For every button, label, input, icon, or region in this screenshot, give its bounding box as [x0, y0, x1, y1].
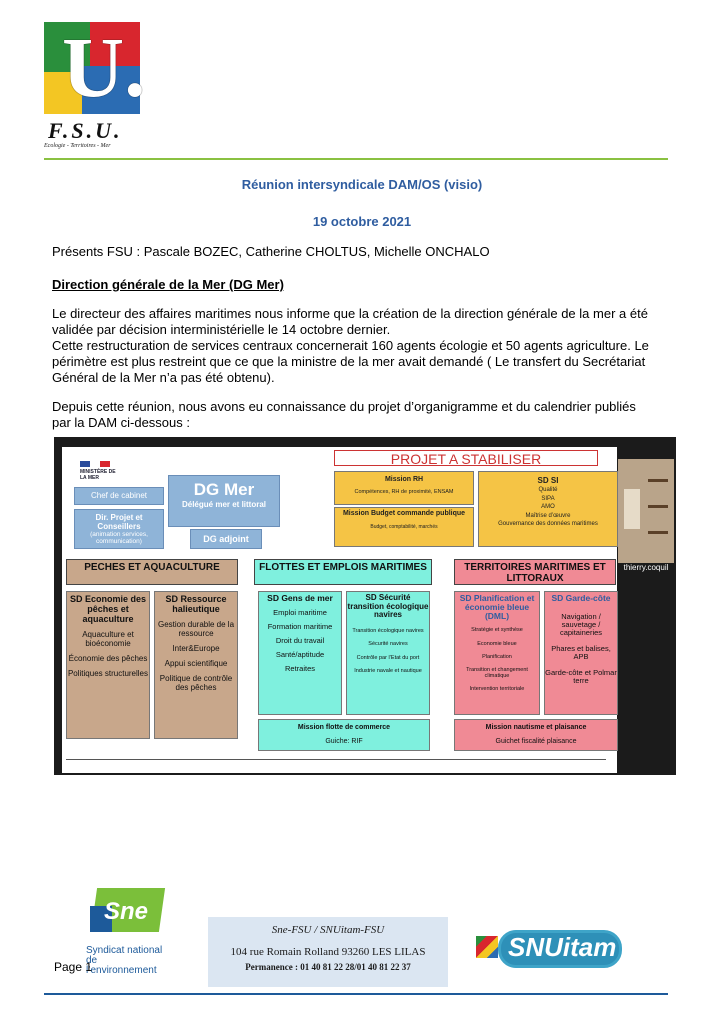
mission-nautisme-sub: Guichet fiscalité plaisance	[495, 738, 577, 745]
mission-budget-box	[334, 507, 474, 547]
sd-garde-cote-label: SD Garde-côte	[551, 593, 611, 603]
paragraph-line: Le directeur des affaires maritimes nous informe que la création de la direction générale de la mer a été	[52, 306, 648, 321]
pole-territoires-label: TERRITOIRES MARITIMES ET LITTORAUX	[464, 562, 606, 584]
mission-nautisme-label: Mission nautisme et plaisance	[485, 724, 587, 731]
dg-mer-box	[168, 475, 280, 527]
sd-economie-label: SD Economie des pêches et aquaculture	[69, 594, 147, 624]
snuitam-logo	[476, 918, 666, 970]
sd-gens-mer-label: SD Gens de mer	[267, 593, 333, 603]
pole-flottes-title	[254, 559, 432, 585]
sd-planification-label: SD Planification et économie bleue (DML)	[459, 593, 535, 621]
paragraph-2	[52, 399, 682, 431]
sd-ressource-item: Gestion durable de la ressource	[157, 620, 235, 638]
sd-ressource-box	[154, 591, 238, 739]
sd-securite-item: Industrie navale et nautique	[354, 668, 422, 674]
pole-flottes-label: FLOTTES ET EMPLOIS MARITIMES	[259, 562, 427, 573]
mission-rh-box	[334, 471, 474, 505]
sd-ressource-item: Appui scientifique	[164, 659, 228, 668]
sd-gens-mer-item: Retraites	[284, 664, 315, 673]
sd-ressource-label: SD Ressource halieutique	[165, 594, 227, 614]
sd-gens-mer-item: Formation maritime	[267, 622, 333, 631]
sd-ressource-item: Politique de contrôle des pêches	[159, 674, 233, 692]
address-box	[208, 917, 448, 987]
org-name: Sne-FSU / SNUitam-FSU	[271, 924, 385, 936]
permanence: Permanence : 01 40 81 22 28/01 40 81 22 37	[245, 962, 411, 972]
ministere-label: MINISTÈRE DE LA MER	[80, 469, 116, 481]
sne-caption: Syndicat national de l’environnement	[86, 945, 163, 976]
sd-economie-item: Économie des pêches	[68, 654, 148, 663]
paragraph-line: Depuis cette réunion, nous avons eu connaissance du projet d’organigramme et du calendrier publiés	[52, 399, 636, 414]
sd-si-label: SD SI	[537, 476, 559, 485]
sd-securite-item: Sécurité navires	[368, 641, 408, 647]
paragraph-1	[52, 306, 682, 386]
pole-territoires-title	[454, 559, 616, 585]
organigram-slide	[62, 447, 617, 773]
sd-planification-item: Transition et changement climatique	[466, 666, 528, 679]
slide-divider	[66, 759, 606, 760]
attendees: Présents FSU : Pascale BOZEC, Catherine CHOLTUS, Michelle ONCHALO	[52, 244, 490, 259]
mission-budget-label: Mission Budget commande publique	[342, 510, 466, 517]
sd-garde-cote-item: Phares et balises, APB	[551, 644, 611, 661]
fsu-logo-u: U.	[62, 19, 146, 115]
sne-logo-text: Sne	[104, 898, 149, 925]
video-participant-name: thierry.coquil	[623, 563, 669, 572]
dg-adjoint-box	[190, 529, 262, 549]
document-title: Réunion intersyndicale DAM/OS (visio)	[241, 177, 483, 192]
chef-cabinet-box	[74, 487, 164, 505]
sd-si-box	[478, 471, 618, 547]
chef-cabinet-label: Chef de cabinet	[90, 491, 148, 500]
dg-mer-label: DG Mer	[193, 480, 255, 499]
sd-garde-cote-item: Garde-côte et Polmar terre	[545, 668, 617, 685]
sd-gens-mer-item: Emploi maritime	[273, 608, 327, 617]
sd-securite-box	[346, 591, 430, 715]
pole-peches-title	[66, 559, 238, 585]
pole-peches-label: PECHES ET AQUACULTURE	[84, 562, 220, 573]
sne-logo	[90, 888, 166, 944]
sd-si-item: AMO	[541, 504, 555, 510]
mission-flotte-label: Mission flotte de commerce	[297, 724, 391, 731]
sd-garde-cote-box	[544, 591, 618, 715]
paragraph-line: Général de la Mer n’a pas été obtenu).	[52, 370, 275, 385]
mission-flotte-box	[258, 719, 430, 751]
mission-rh-sub: Compétences, RH de proximité, ENSAM	[354, 489, 454, 495]
sd-si-item: SIPA	[541, 495, 555, 502]
dir-projet-box	[74, 509, 164, 549]
section-heading: Direction générale de la Mer (DG Mer)	[52, 277, 284, 292]
address: 104 rue Romain Rolland 93260 LES LILAS	[230, 946, 426, 958]
fsu-logo-name: F.S.U.	[48, 118, 123, 143]
fsu-logo-tagline: Ecologie - Territoires - Mer	[44, 143, 111, 149]
sd-securite-label: SD Sécurité transition écologique navires	[347, 593, 429, 619]
sd-planification-item: Economie bleue	[477, 640, 517, 647]
fsu-logo	[44, 19, 146, 152]
page-number: Page 1	[54, 960, 93, 974]
video-thumbnail	[618, 459, 674, 563]
dg-mer-sub: Délégué mer et littoral	[181, 500, 267, 509]
paragraph-line: périmètre est plus restreint que ce que la ministre de la mer avait demandé ( Le transfert du Secrétariat	[52, 354, 646, 369]
header-divider	[44, 158, 668, 160]
sd-si-item: Gouvernance des données maritimes	[498, 521, 598, 527]
sd-garde-cote-item: Navigation / sauvetage / capitaineries	[559, 612, 603, 637]
sd-ressource-item: Inter&Europe	[172, 644, 220, 653]
sd-economie-item: Politiques structurelles	[67, 669, 149, 678]
sd-economie-item: Aquaculture et bioéconomie	[82, 630, 134, 648]
mission-flotte-sub: Guiche: RIF	[325, 738, 363, 745]
paragraph-line: Cette restructuration de services centraux concernerait 160 agents écologie et 50 agents agriculture. Le	[52, 338, 649, 353]
dir-projet-label: Dir. Projet et Conseillers	[95, 513, 143, 531]
sd-si-item: Maîtrise d’œuvre	[525, 512, 571, 519]
mission-nautisme-box	[454, 719, 618, 751]
sd-gens-mer-item: Santé/aptitude	[275, 650, 325, 659]
organigram-screenshot	[54, 437, 676, 775]
sd-si-item: Qualité	[538, 487, 558, 493]
dg-adjoint-label: DG adjoint	[203, 534, 249, 544]
sd-planification-item: Intervention territoriale	[469, 685, 525, 692]
document-date: 19 octobre 2021	[312, 214, 412, 229]
footer-divider	[44, 993, 668, 995]
paragraph-line: validée par décision interministérielle le 14 octobre dernier.	[52, 322, 391, 337]
sd-planification-item: Planification	[482, 654, 512, 660]
dir-projet-sub: (animation services, communication)	[90, 531, 148, 545]
sd-planification-item: Stratégie et synthèse	[471, 627, 523, 633]
mission-rh-label: Mission RH	[384, 476, 424, 483]
mission-budget-sub: Budget, comptabilité, marchés	[370, 524, 438, 530]
sd-planification-box	[454, 591, 540, 715]
marianne-flag-icon	[80, 461, 110, 467]
projet-stabiliser-title: PROJET A STABILISER	[334, 450, 598, 466]
paragraph-line: par la DAM ci-dessous :	[52, 415, 190, 430]
sd-securite-item: Transition écologique navires	[352, 627, 424, 634]
snuitam-logo-text: SNUitam	[508, 932, 617, 962]
sd-economie-box	[66, 591, 150, 739]
sd-gens-mer-item: Droit du travail	[275, 636, 325, 645]
sd-securite-item: Contrôle par l’Etat du port	[356, 654, 420, 661]
sd-gens-mer-box	[258, 591, 342, 715]
